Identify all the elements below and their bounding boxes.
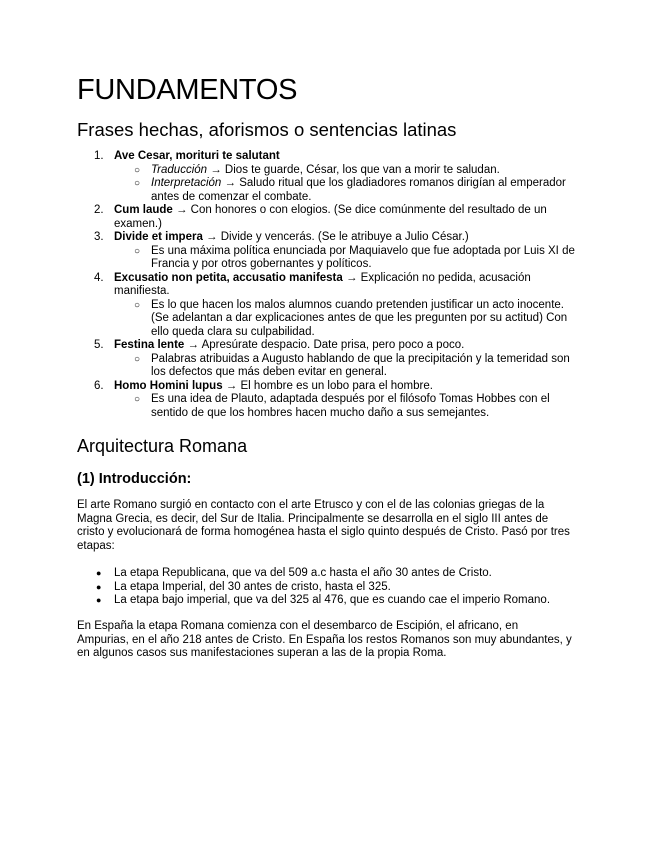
sub-item (114, 299, 577, 340)
sub-list (114, 245, 577, 272)
section-title-arquitectura: Arquitectura Romana (77, 436, 248, 456)
item-number: 6. (94, 379, 104, 392)
stage-item: ● La etapa Republicana, que va del 509 a.c hasta el año 30 antes de Cristo. (77, 567, 577, 581)
latin-phrase: Ave Cesar, morituri te salutant (114, 150, 280, 162)
sub-text: Es una máxima política enunciada por Maquiavelo que fue adoptada por Luis XI de Francia y por otros gobernantes y políticos. (151, 244, 575, 270)
phrase-meaning: → Explicación no pedida, acusación manifiesta. (114, 271, 531, 297)
phrase-meaning: → El hombre es un lobo para el hombre. (222, 379, 433, 392)
sub-label: Traducción (151, 163, 208, 176)
item-number: 5. (94, 339, 104, 351)
phrase-meaning: → Con honores o con elogios. (Se dice comúnmente del resultado de un examen.) (114, 204, 547, 230)
sub-text: Palabras atribuidas a Augusto hablando de que la precipitación y la temeridad son los defectos que más deben evitar en general. (151, 352, 570, 378)
sub-item (114, 164, 577, 178)
phrase-meaning: → Apresúrate despacio. Date prisa, pero poco a poco. (184, 339, 465, 351)
sub-item (114, 177, 577, 204)
item-number: 4. (94, 271, 104, 284)
list-item (77, 231, 577, 272)
list-item (77, 339, 577, 380)
sub-list (114, 393, 577, 420)
list-item (77, 204, 577, 231)
sub-list (114, 164, 577, 205)
list-item (77, 150, 577, 204)
spain-paragraph: En España la etapa Romana comienza con el desembarco de Escipión, el africano, en Ampurias, en el año 218 antes de Cristo. En España los restos Romanos son muy abundantes, y en algunos casos sus manifestaciones superan a las de la propia Roma. (77, 620, 572, 659)
stage-item: ● La etapa bajo imperial, que va del 325 al 476, que es cuando cae el imperio Romano. (77, 594, 577, 608)
phrase-meaning: → Divide y vencerás. (Se le atribuye a Julio César.) (202, 231, 469, 243)
latin-phrase: Festina lente (114, 339, 185, 351)
sub-label: Interpretación (151, 177, 222, 189)
latin-phrase: Divide et impera (114, 231, 203, 243)
sub-text: → Dios te guarde, César, los que van a morir te saludan. (207, 163, 500, 176)
intro-paragraph: El arte Romano surgió en contacto con el arte Etrusco y con el de las colonias griegas de la Magna Grecia, es decir, del Sur de Italia. Principalmente se desarrolla en el siglo III antes de cristo y evolucionará de forma homogénea hasta el siglo quinto después de Cristo. Pasó por tres etapas: (77, 499, 570, 552)
item-number: 3. (94, 231, 104, 243)
section-title-frases: Frases hechas, aforismos o sentencias latinas (77, 119, 457, 140)
sub-text: Es una idea de Plauto, adaptada después por el filósofo Tomas Hobbes con el sentido de que los hombres hacen mucho daño a sus semejantes. (151, 393, 550, 419)
list-item (77, 380, 577, 421)
page-title: FUNDAMENTOS (77, 74, 298, 106)
item-number: 1. (94, 150, 104, 162)
sub-text: Es lo que hacen los malos alumnos cuando pretenden justificar un acto inocente. (Se adelantan a dar explicaciones antes de que les pregunten por su actitud) Con ello queda clara su culpabilidad. (151, 298, 568, 338)
stage-item: ● La etapa Imperial, del 30 antes de cristo, hasta el 325. (77, 581, 577, 595)
sub-item (114, 353, 577, 380)
subsection-title: (1) Introducción: (77, 471, 192, 487)
stages-list (77, 567, 577, 608)
sub-text: → Saludo ritual que los gladiadores romanos dirigían al emperador antes de comenzar el combate. (151, 177, 566, 203)
phrases-list (77, 150, 577, 420)
sub-item (114, 245, 577, 272)
latin-phrase: Excusatio non petita, accusatio manifesta (114, 271, 343, 284)
sub-list (114, 353, 577, 380)
sub-list (114, 299, 577, 340)
latin-phrase: Cum laude (114, 204, 173, 216)
list-item (77, 272, 577, 340)
item-number: 2. (94, 204, 104, 216)
latin-phrase: Homo Homini lupus (114, 379, 223, 392)
sub-item (114, 393, 577, 420)
